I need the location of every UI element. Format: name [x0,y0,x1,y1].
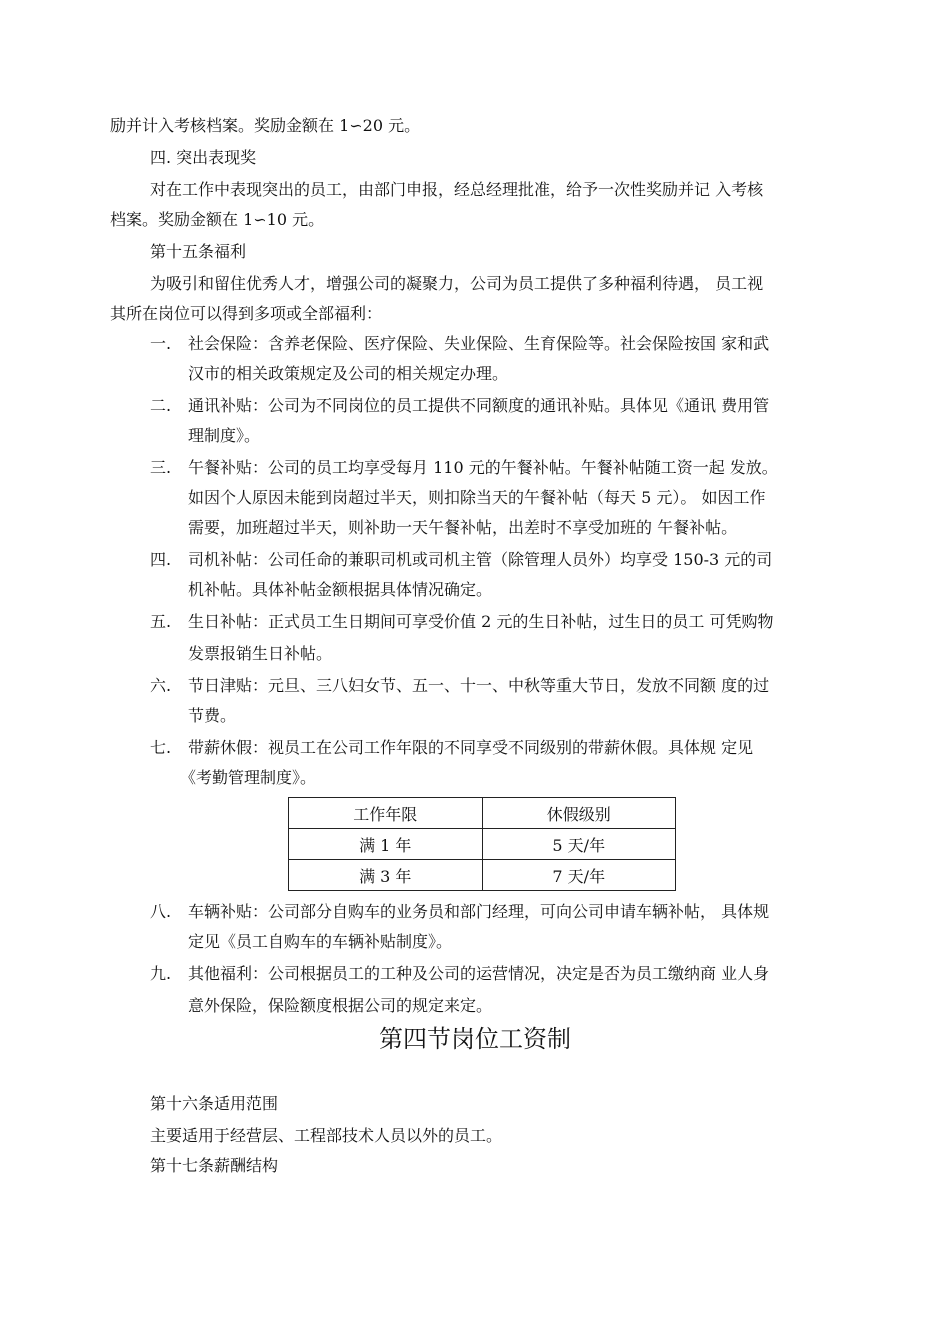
list-item-text: 其他福利：公司根据员工的工种及公司的运营情况，决定是否为员工缴纳商 业人身 [188,964,770,983]
list-item-text: 带薪休假：视员工在公司工作年限的不同享受不同级别的带薪休假。具体规 定见 [188,738,754,757]
text-line: 其所在岗位可以得到多项或全部福利： [110,304,383,323]
table-cell: 满 3 年 [289,860,483,891]
text-line: 档案。奖励金额在 1∽10 元。 [110,210,325,229]
table-row [289,860,676,891]
list-number: 六. [150,676,172,695]
list-number: 八. [150,902,172,921]
list-item-text: 车辆补贴：公司部分自购车的业务员和部门经理，可向公司申请车辆补帖， 具体规 [188,902,770,921]
section-heading: 第四节岗位工资制 [379,1025,571,1053]
table-row [289,829,676,860]
table-cell: 5 天/年 [482,829,676,860]
text-line: 励并计入考核档案。奖励金额在 1∽20 元。 [110,116,421,135]
list-item-text: 需要，加班超过半天，则补助一天午餐补帖，出差时不享受加班的 午餐补帖。 [188,518,738,537]
article-17-title: 第十七条薪酬结构 [150,1156,279,1175]
list-number: 三. [150,458,172,477]
list-item-text: 司机补帖：公司任命的兼职司机或司机主管（除管理人员外）均享受 150-3 元的司 [188,550,773,569]
list-item-text: 通讯补贴：公司为不同岗位的员工提供不同额度的通讯补贴。具体见《通讯 费用管 [188,396,770,415]
paid-leave-table [288,797,676,891]
list-item-text: 社会保险：含养老保险、医疗保险、失业保险、生育保险等。社会保险按国 家和武 [188,334,770,353]
list-item-text: 理制度》。 [188,426,261,445]
list-number: 五. [150,612,172,631]
table-header-cell: 工作年限 [289,798,483,829]
text-line: 对在工作中表现突出的员工，由部门申报，经总经理批准，给予一次性奖励并记 入考核 [150,180,764,199]
text-line: 为吸引和留住优秀人才，增强公司的凝聚力，公司为员工提供了多种福利待遇， 员工视 [150,274,764,293]
table-cell: 7 天/年 [482,860,676,891]
table-header-cell: 休假级别 [482,798,676,829]
list-item-text: 节费。 [188,706,237,725]
table-header-row [289,798,676,829]
list-number: 四. [150,550,172,569]
article-15-title: 第十五条福利 [150,242,247,261]
list-item-text: 意外保险，保险额度根据公司的规定来定。 [188,996,493,1015]
subheading-outstanding-award: 四. 突出表现奖 [150,148,257,167]
text-line: 主要适用于经营层、工程部技术人员以外的员工。 [150,1126,503,1145]
article-16-title: 第十六条适用范围 [150,1094,279,1113]
table-cell: 满 1 年 [289,829,483,860]
list-item-text: 发票报销生日补帖。 [188,644,333,663]
list-number: 七. [150,738,172,757]
list-item-text: 节日津贴：元旦、三八妇女节、五一、十一、中秋等重大节日，发放不同额 度的过 [188,676,770,695]
list-item-text: 午餐补贴：公司的员工均享受每月 110 元的午餐补帖。午餐补帖随工资一起 发放。 [188,458,778,477]
list-number: 一. [150,334,172,353]
list-item-text: 定见《员工自购车的车辆补贴制度》。 [188,932,453,951]
list-item-text: 生日补帖：正式员工生日期间可享受价值 2 元的生日补帖，过生日的员工 可凭购物 [188,612,774,631]
list-item-text: 如因个人原因未能到岗超过半天，则扣除当天的午餐补帖（每天 5 元）。 如因工作 [188,488,766,507]
list-number: 二. [150,396,172,415]
list-number: 九. [150,964,172,983]
list-item-text: 汉市的相关政策规定及公司的相关规定办理。 [188,364,509,383]
list-item-text: 机补帖。具体补帖金额根据具体情况确定。 [188,580,493,599]
list-item-text: 《考勤管理制度》。 [180,768,317,787]
